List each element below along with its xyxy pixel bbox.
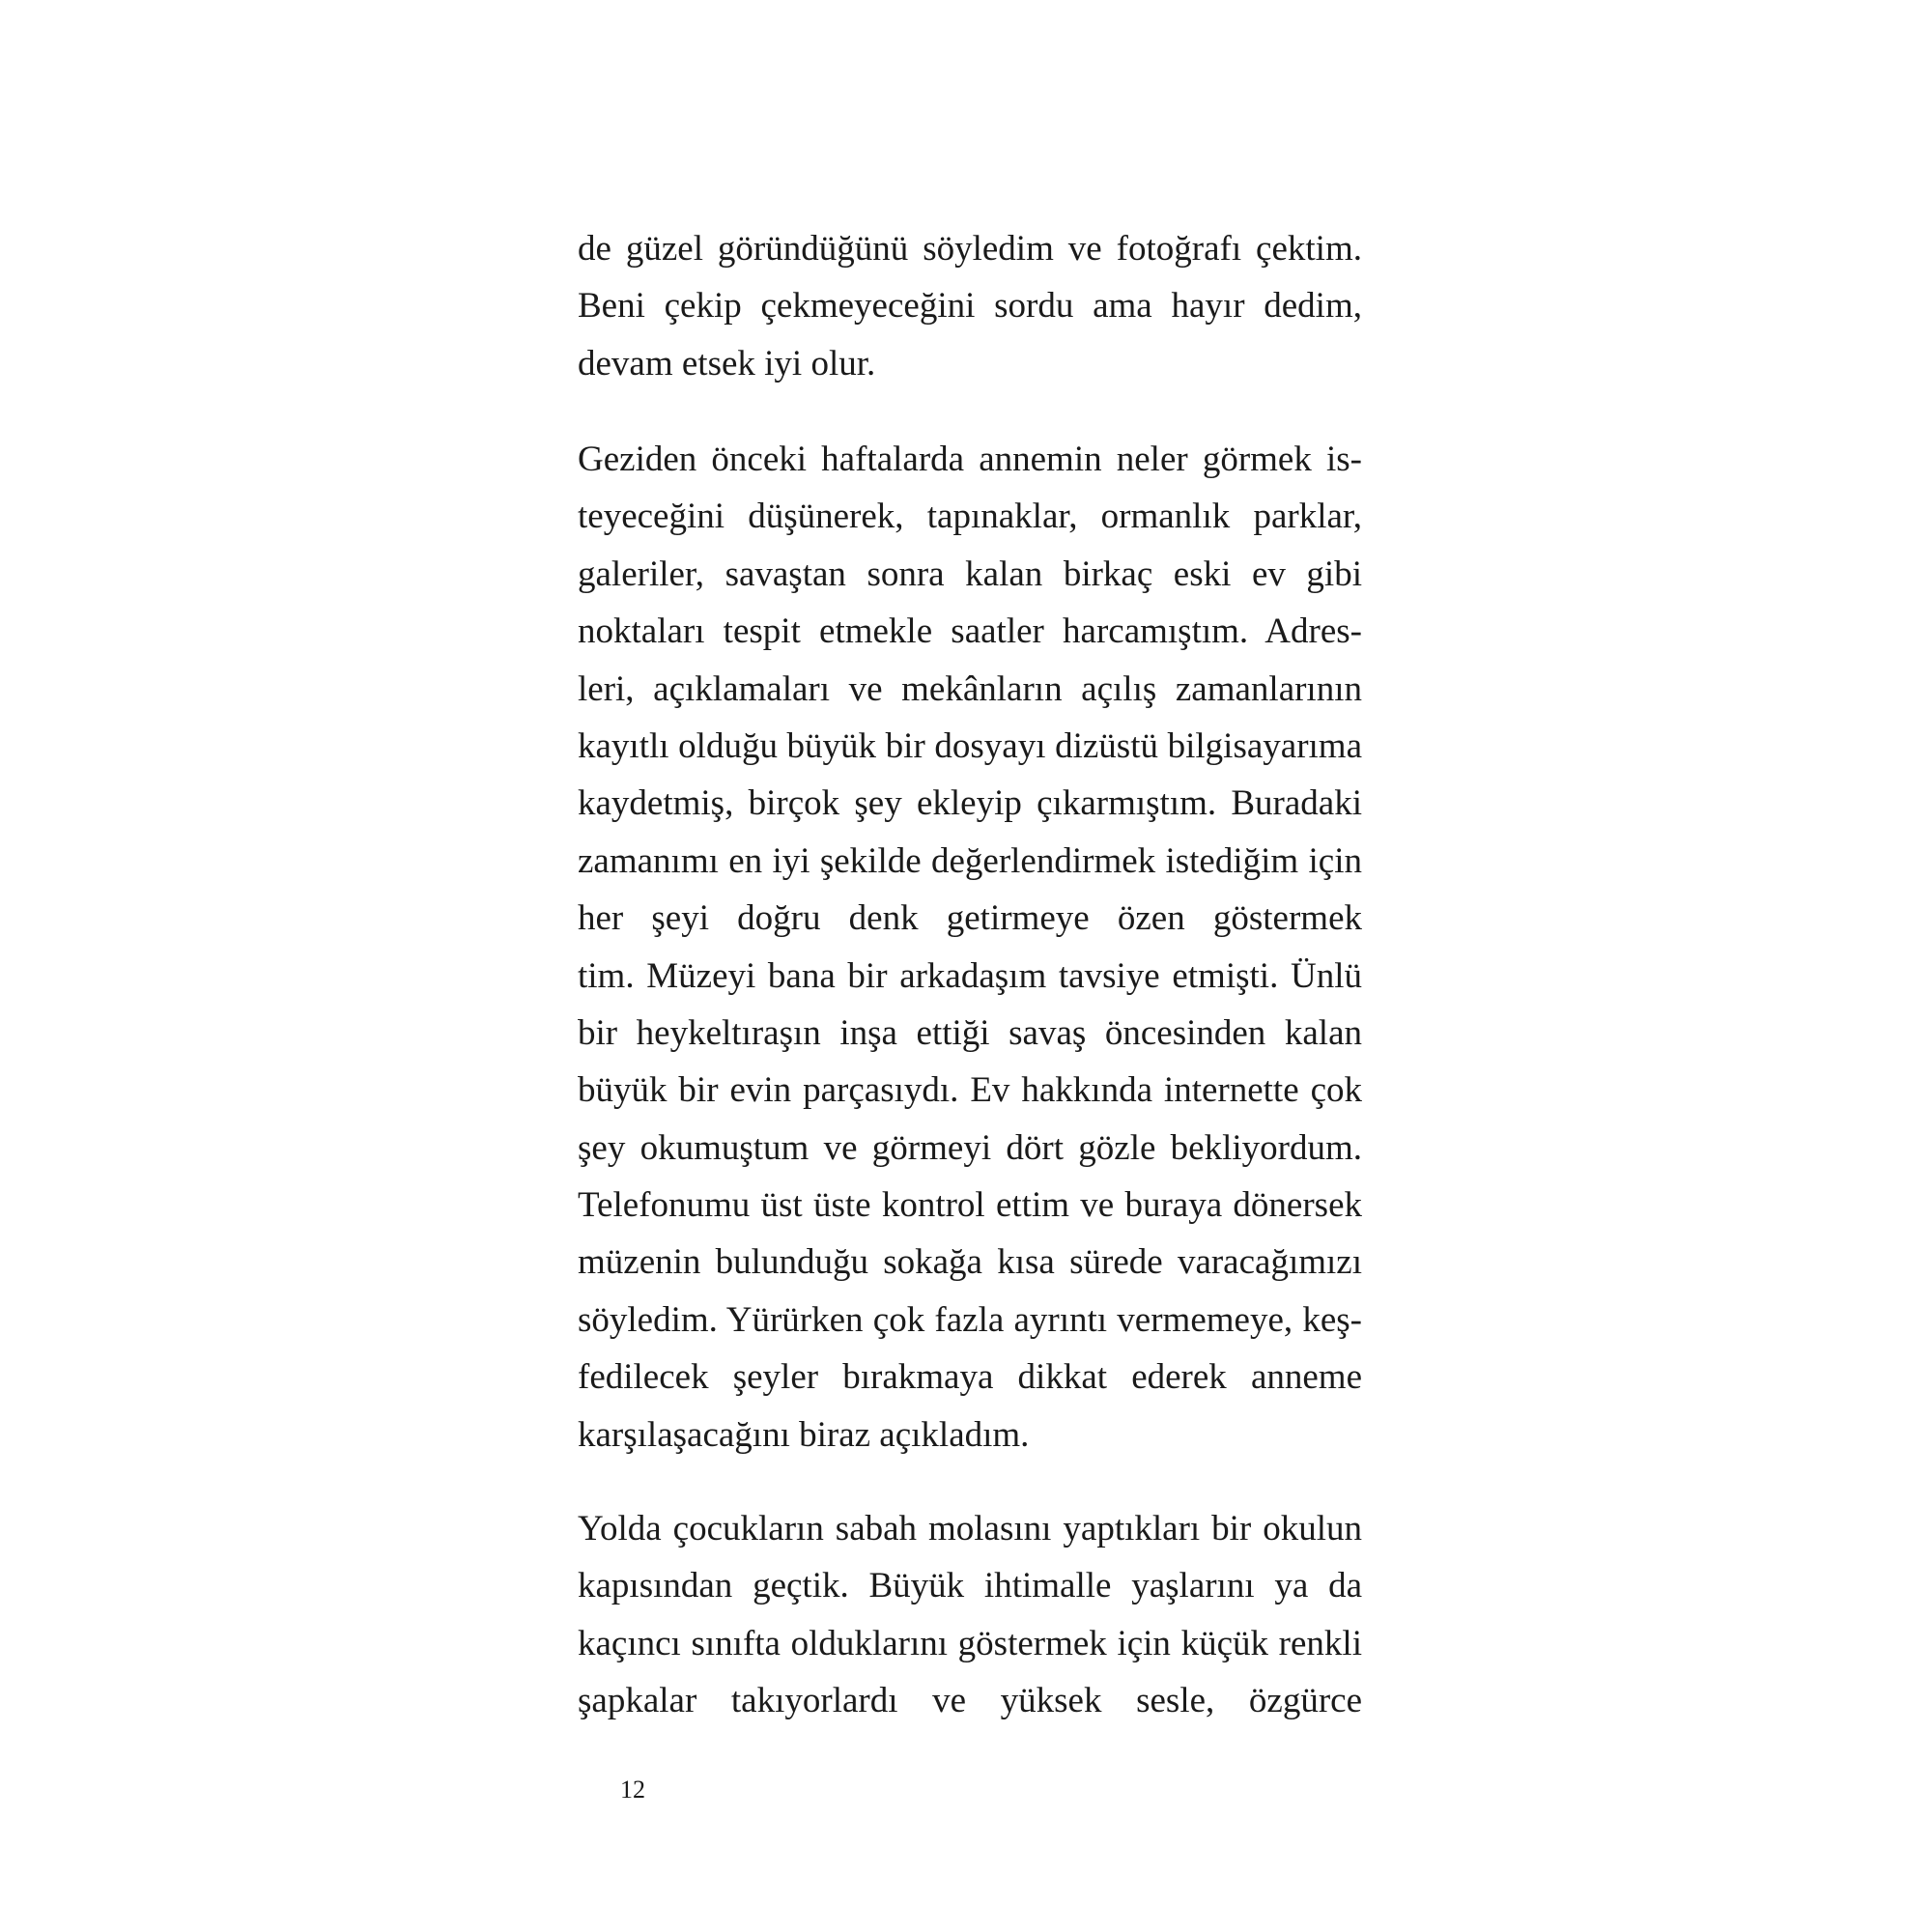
- paragraph-3: [578, 1500, 1362, 1730]
- text-line: de güzel göründüğünü söyledim ve fotoğrafı çektim.: [578, 229, 1362, 269]
- text-line: kayıtlı olduğu büyük bir dosyayı dizüstü bilgisayarıma: [578, 725, 1362, 766]
- paragraph-2: [578, 431, 1362, 1463]
- text-line: Yolda çocukların sabah molasını yaptıkları bir okulun: [578, 1509, 1362, 1548]
- text-line: kaçıncı sınıfta olduklarını göstermek için küçük renkli: [578, 1623, 1362, 1663]
- text-line: müzenin bulunduğu sokağa kısa sürede varacağımızı: [578, 1242, 1362, 1283]
- paragraph-1: [578, 220, 1362, 392]
- text-line: Geziden önceki haftalarda annemin neler görmek is-: [578, 440, 1362, 479]
- text-line: noktaları tespit etmekle saatler harcamıştım. Adres-: [578, 611, 1362, 652]
- text-line: kaydetmiş, birçok şey ekleyip çıkarmıştım. Buradaki: [578, 783, 1362, 824]
- text-line: Telefonumu üst üste kontrol ettim ve buraya dönersek: [578, 1185, 1362, 1226]
- text-line: devam etsek iyi olur.: [578, 343, 876, 384]
- text-line: büyük bir evin parçasıydı. Ev hakkında internette çok: [578, 1070, 1362, 1111]
- text-line: zamanımı en iyi şekilde değerlendirmek istediğim için: [578, 840, 1362, 881]
- text-line: kapısından geçtik. Büyük ihtimalle yaşlarını ya da: [578, 1566, 1362, 1606]
- text-line: şapkalar takıyorlardı ve yüksek sesle, özgürce: [578, 1681, 1362, 1721]
- text-line: bir heykeltıraşın inşa ettiği savaş öncesinden kalan: [578, 1012, 1362, 1053]
- text-line: fedilecek şeyler bırakmaya dikkat ederek anneme: [578, 1357, 1362, 1398]
- text-line: karşılaşacağını biraz açıkladım.: [578, 1414, 1030, 1455]
- text-line: şey okumuştum ve görmeyi dört gözle bekliyordum.: [578, 1127, 1362, 1168]
- text-line: söyledim. Yürürken çok fazla ayrıntı vermemeye, keş-: [578, 1299, 1362, 1340]
- text-line: leri, açıklamaları ve mekânların açılış zamanlarının: [578, 668, 1362, 709]
- text-line: tim. Müzeyi bana bir arkadaşım tavsiye etmişti. Ünlü: [578, 955, 1362, 996]
- text-line: galeriler, savaştan sonra kalan birkaç eski ev gibi: [578, 554, 1362, 594]
- text-line: her şeyi doğru denk getirmeye özen göstermek: [578, 898, 1362, 939]
- text-line: Beni çekip çekmeyeceğini sordu ama hayır dedim,: [578, 286, 1362, 327]
- text-line: teyeceğini düşünerek, tapınaklar, ormanlık parklar,: [578, 497, 1362, 537]
- page-number: 12: [620, 1776, 645, 1804]
